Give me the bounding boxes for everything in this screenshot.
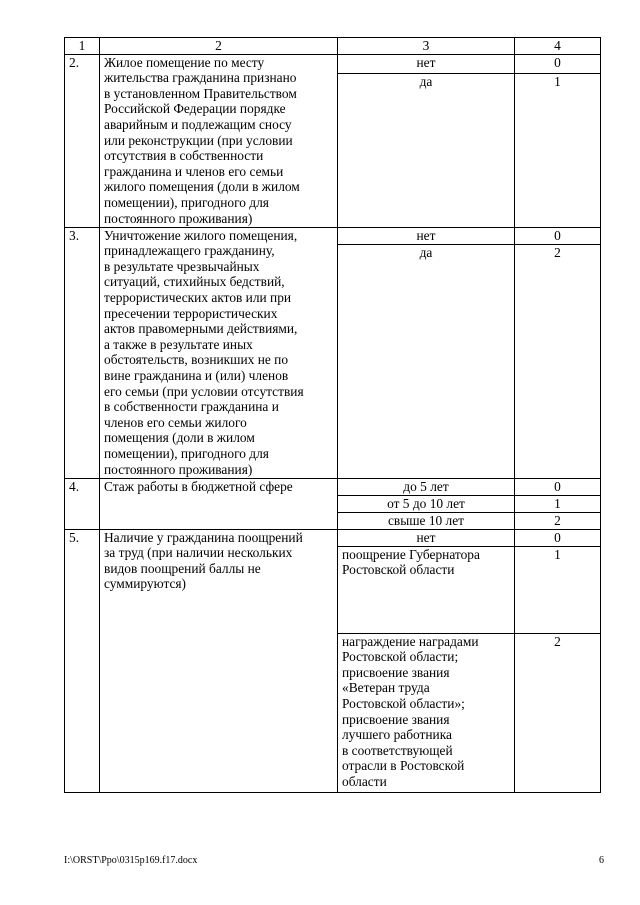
option-score: 1 (515, 495, 601, 512)
criterion-text: Стаж работы в бюджетной сфере (100, 478, 338, 529)
option-score: 0 (515, 478, 601, 495)
row-number: 4. (65, 478, 100, 529)
table-row (65, 54, 601, 73)
option-value: свыше 10 лет (338, 512, 515, 529)
option-value: поощрение Губернатора Ростовской области (338, 546, 515, 633)
option-score: 2 (515, 244, 601, 478)
option-score: 0 (515, 529, 601, 546)
page-number: 6 (599, 855, 604, 866)
criterion-text: Уничтожение жилого помещения, принадлежащего гражданину, в результате чрезвычайных ситуаций, стихийных бедствий, террористических актов или при пресечении террористических актов правомерными действиями, а также в результате иных обстоятельств, возникших не по вине гражданина и (или) членов его семьи (при условии отсутствия в собственности гражданина и членов его семьи жилого помещения (доли в жилом помещении), пригодного для постоянного проживания) (100, 227, 338, 478)
option-score: 0 (515, 227, 601, 244)
criterion-text: Наличие у гражданина поощрений за труд (при наличии нескольких видов поощрений баллы не суммируются) (100, 529, 338, 792)
table-row (65, 529, 601, 546)
table-header-row (65, 38, 601, 55)
header-cell-2: 2 (100, 38, 338, 55)
row-number: 3. (65, 227, 100, 478)
option-value: от 5 до 10 лет (338, 495, 515, 512)
option-value: нет (338, 54, 515, 73)
table-row (65, 478, 601, 495)
option-score: 1 (515, 546, 601, 633)
header-cell-1: 1 (65, 38, 100, 55)
row-number: 5. (65, 529, 100, 792)
criteria-table (64, 37, 601, 793)
option-score: 0 (515, 54, 601, 73)
page-footer (64, 855, 604, 866)
option-value: да (338, 244, 515, 478)
option-score: 2 (515, 512, 601, 529)
option-value: да (338, 73, 515, 227)
option-value: нет (338, 227, 515, 244)
option-score: 1 (515, 73, 601, 227)
option-value: до 5 лет (338, 478, 515, 495)
row-number: 2. (65, 54, 100, 227)
option-score: 2 (515, 633, 601, 792)
option-value: нет (338, 529, 515, 546)
table-row (65, 227, 601, 244)
file-path: I:\ORST\Ppo\0315p169.f17.docx (64, 855, 198, 866)
header-cell-4: 4 (515, 38, 601, 55)
criterion-text: Жилое помещение по месту жительства гражданина признано в установленном Правительством Российской Федерации порядке аварийным и подлежащим сносу или реконструкции (при условии отсутствия в собственности гражданина и членов его семьи жилого помещения (доли в жилом помещении), пригодного для постоянного проживания) (100, 54, 338, 227)
option-value: награждение наградами Ростовской области; присвоение звания «Ветеран труда Ростовской области»; присвоение звания лучшего работника в соответствующей отрасли в Ростовской области (338, 633, 515, 792)
header-cell-3: 3 (338, 38, 515, 55)
